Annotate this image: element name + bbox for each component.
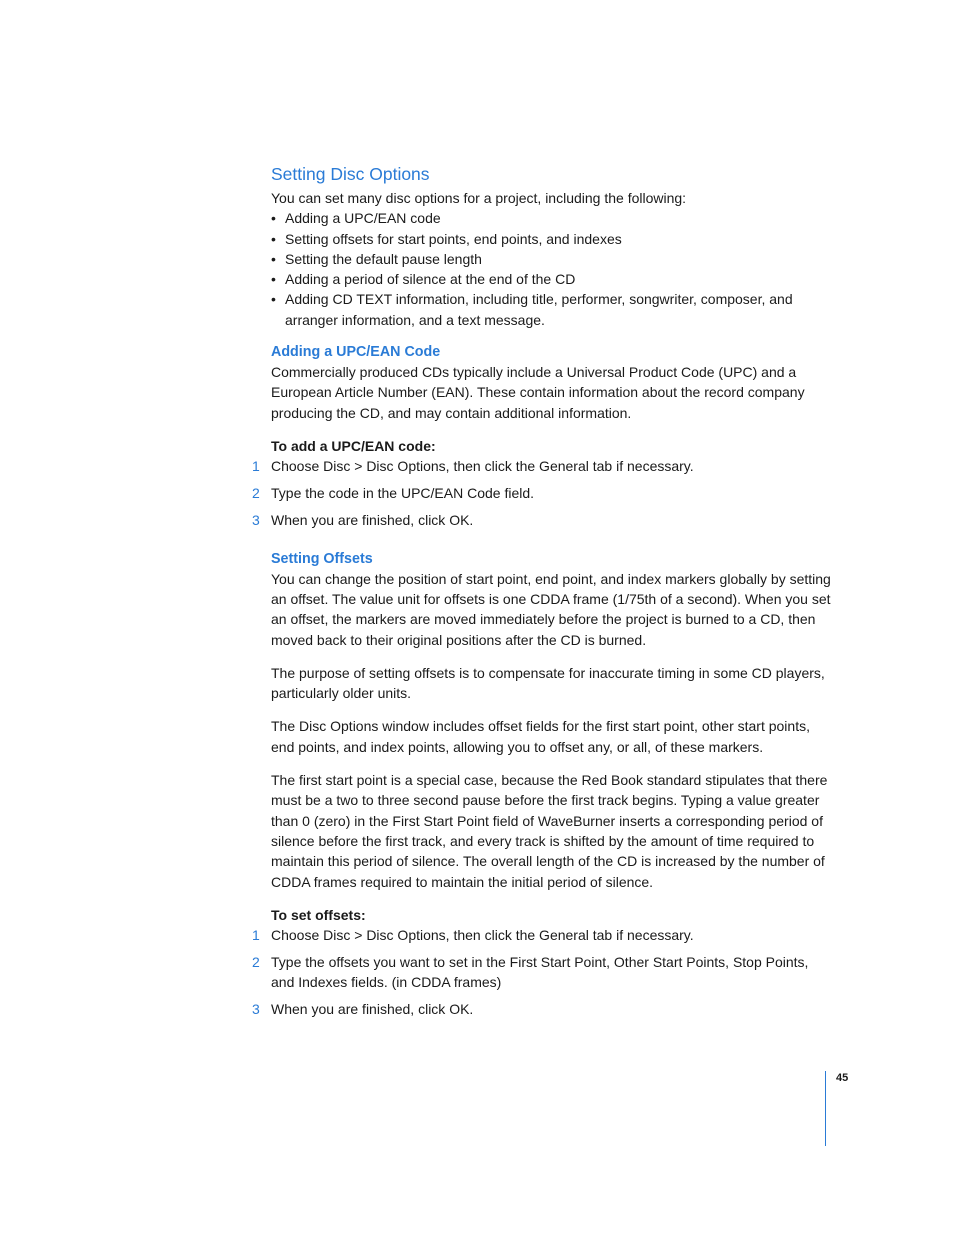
page-content — [252, 160, 831, 1026]
step-text: When you are finished, click OK. — [271, 1001, 474, 1017]
page-number: 45 — [836, 1072, 849, 1084]
options-bullet-list — [271, 208, 831, 330]
step-number: 2 — [252, 953, 260, 970]
bullet-icon: • — [271, 271, 276, 288]
list-item — [271, 249, 831, 269]
page-number-rule — [825, 1071, 826, 1146]
step-item — [252, 925, 831, 945]
bullet-icon: • — [271, 210, 276, 227]
list-item — [271, 208, 831, 228]
bullet-text: Setting offsets for start points, end points, and indexes — [285, 230, 622, 247]
bullet-text: Adding a period of silence at the end of the CD — [285, 271, 576, 288]
step-number: 2 — [252, 485, 260, 502]
offsets-steps — [252, 925, 831, 1019]
step-text: Choose Disc > Disc Options, then click the General tab if necessary. — [271, 927, 694, 944]
upc-steps — [252, 456, 831, 530]
step-text: Choose Disc > Disc Options, then click the General tab if necessary. — [271, 458, 694, 475]
bullet-icon: • — [271, 250, 276, 267]
bullet-icon: • — [271, 291, 276, 308]
offsets-paragraph: The Disc Options window includes offset fields for the first start point, other start points, end points, and index points, allowing you to offset any, or all, of these markers. — [271, 718, 810, 755]
list-item — [271, 289, 831, 330]
offsets-task-title: To set offsets: — [271, 906, 366, 923]
offsets-paragraph: You can change the position of start point, end point, and index markers globally by setting an offset. The value unit for offsets is one CDDA frame (1/75th of a second). When you set an offset, the markers are moved immediately before the project is burned to a CD, then moved back to their original positions after the CD is burned. — [271, 570, 831, 648]
step-text: When you are finished, click OK. — [271, 511, 474, 528]
section-title: Setting Disc Options — [271, 164, 430, 184]
step-number: 1 — [252, 927, 260, 944]
step-item — [252, 952, 831, 993]
step-text: Type the offsets you want to set in the First Start Point, Other Start Points, Stop Points, and Indexes fields. (in CDDA frames) — [271, 953, 809, 991]
step-item — [252, 510, 831, 530]
step-text: Type the code in the UPC/EAN Code field. — [271, 485, 535, 502]
bullet-text: Setting the default pause length — [285, 250, 482, 267]
step-item — [252, 456, 831, 476]
step-number: 3 — [252, 511, 260, 528]
offsets-paragraph: The first start point is a special case, because the Red Book standard stipulates that there must be a two to three second pause before the first track begins. Typing a value greater than 0 (zero) in the First Start Point field of WaveBurner inserts a corresponding period of silence before the first track, and every track is shifted by the amount of time required to maintain this period of silence. The overall length of the CD is increased by the number of CDDA frames required to maintain the initial period of silence. — [271, 772, 828, 890]
offsets-section-title: Setting Offsets — [271, 550, 373, 567]
bullet-icon: • — [271, 230, 276, 247]
step-item — [252, 999, 831, 1019]
offsets-paragraph: The purpose of setting offsets is to compensate for inaccurate timing in some CD players, particularly older units. — [271, 664, 825, 702]
step-item — [252, 483, 831, 503]
list-item — [271, 269, 831, 289]
section-intro: You can set many disc options for a project, including the following: — [271, 190, 687, 206]
upc-task-title: To add a UPC/EAN code: — [271, 437, 436, 454]
step-number: 3 — [252, 1001, 260, 1017]
bullet-text: Adding a UPC/EAN code — [285, 210, 441, 227]
upc-section-title: Adding a UPC/EAN Code — [271, 344, 441, 361]
list-item — [271, 229, 831, 249]
upc-body: Commercially produced CDs typically include a Universal Product Code (UPC) and a European Article Number (EAN). These contain information about the record company producing the CD, and may contain additional information. — [271, 364, 805, 421]
step-number: 1 — [252, 458, 260, 475]
bullet-text: Adding CD TEXT information, including title, performer, songwriter, composer, and arranger information, and a text message. — [285, 291, 793, 328]
